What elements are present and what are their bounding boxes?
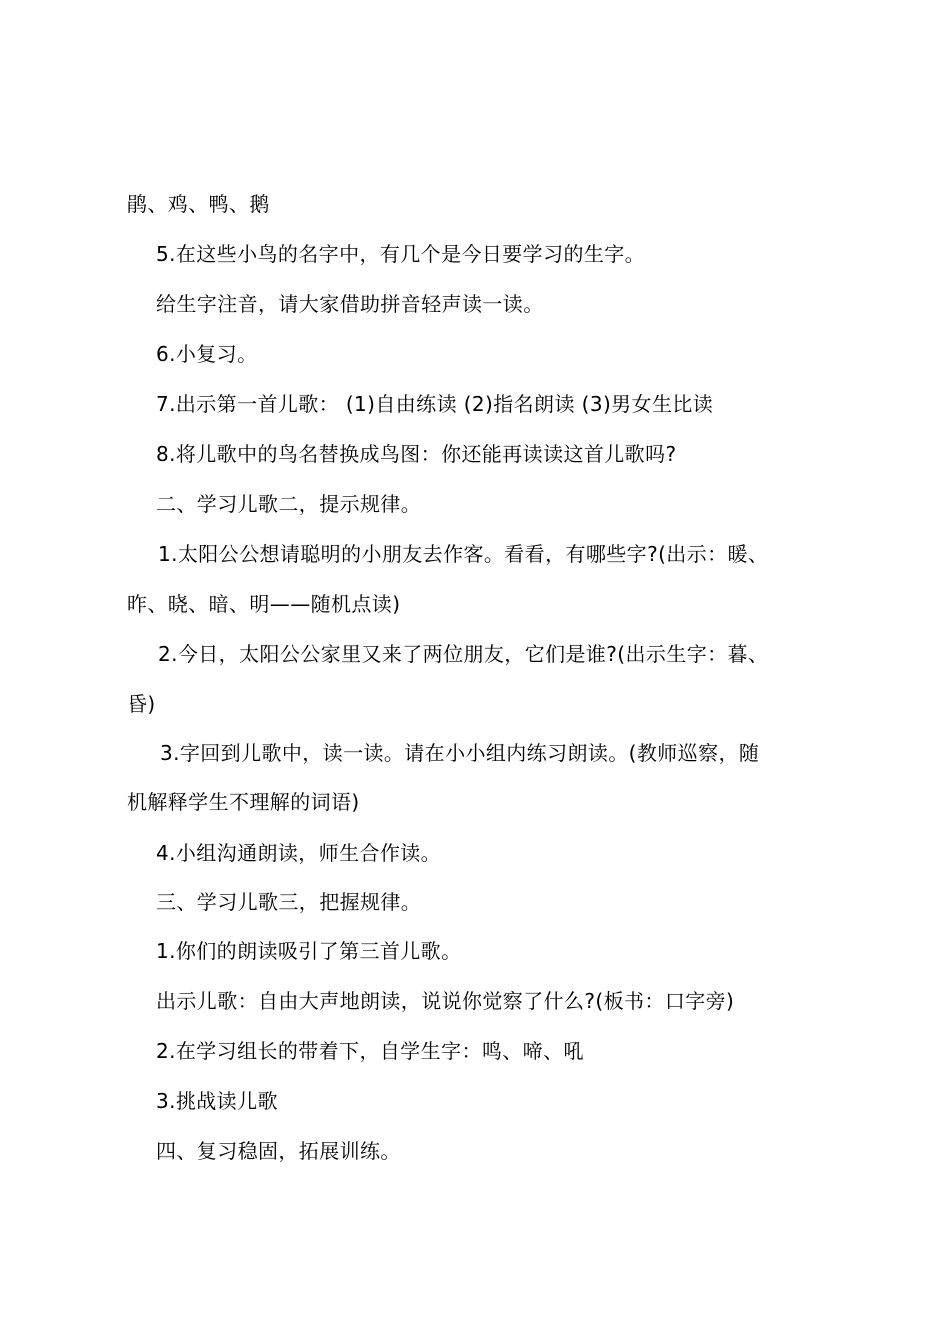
text-line-8: 1.太阳公公想请聪明的小朋友去作客。看看，有哪些字?(出示：暖、 [158, 542, 769, 566]
text-line-19: 3.挑战读儿歌 [156, 1089, 278, 1113]
text-line-12: 3.字回到儿歌中，读一读。请在小小组内练习朗读。(教师巡察，随 [160, 741, 760, 765]
text-line-7: 二、学习儿歌二，提示规律。 [156, 492, 422, 516]
text-line-14: 4.小组沟通朗读，师生合作读。 [156, 841, 442, 865]
text-line-2: 5.在这些小鸟的名字中，有几个是今日要学习的生字。 [156, 242, 646, 266]
text-line-11: 昏) [127, 692, 156, 716]
text-line-10: 2.今日，太阳公公家里又来了两位朋友，它们是谁?(出示生字：暮、 [158, 642, 769, 666]
text-line-6: 8.将儿歌中的鸟名替换成鸟图：你还能再读读这首儿歌吗? [156, 442, 677, 466]
text-line-17: 出示儿歌：自由大声地朗读，说说你觉察了什么?(板书：口字旁) [156, 989, 735, 1013]
text-line-13: 机解释学生不理解的词语) [127, 790, 360, 814]
text-line-20: 四、复习稳固，拓展训练。 [156, 1139, 401, 1163]
text-line-9: 昨、晓、暗、明——随机点读) [127, 592, 401, 616]
text-line-4: 6.小复习。 [156, 342, 258, 366]
text-line-3: 给生字注音，请大家借助拼音轻声读一读。 [156, 292, 544, 316]
text-line-5: 7.出示第一首儿歌： (1)自由练读 (2)指名朗读 (3)男女生比读 [156, 392, 714, 416]
text-line-18: 2.在学习组长的带着下，自学生字：鸣、啼、吼 [156, 1039, 584, 1063]
text-line-15: 三、学习儿歌三，把握规律。 [156, 890, 422, 914]
text-line-16: 1.你们的朗读吸引了第三首儿歌。 [156, 939, 462, 963]
text-line-1: 鹃、鸡、鸭、鹅 [127, 192, 270, 216]
